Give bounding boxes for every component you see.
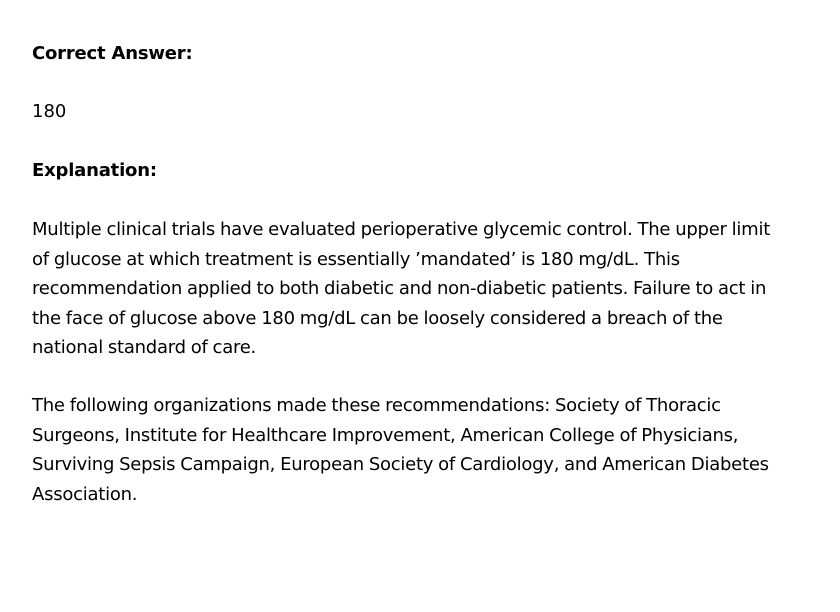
correct-answer-heading: Correct Answer:	[32, 43, 193, 64]
explanation-paragraph-2: The following organizations made these recommendations: Society of Thoracic Surgeons, Institute for Healthcare Improvement, American College of Physicians, Surviving Sepsis Campaign, European Society of Cardiology, and American Diabetes Association.	[32, 395, 769, 505]
explanation-heading: Explanation:	[32, 160, 157, 181]
correct-answer-value: 180	[32, 101, 67, 122]
explanation-paragraph-1: Multiple clinical trials have evaluated perioperative glycemic control. The upper limit of glucose at which treatment is essentially ’mandated’ is 180 mg/dL. This recommendation applied to both diabetic and non-diabetic patients. Failure to act in the face of glucose above 180 mg/dL can be loosely considered a breach of the national standard of care.	[32, 219, 771, 358]
